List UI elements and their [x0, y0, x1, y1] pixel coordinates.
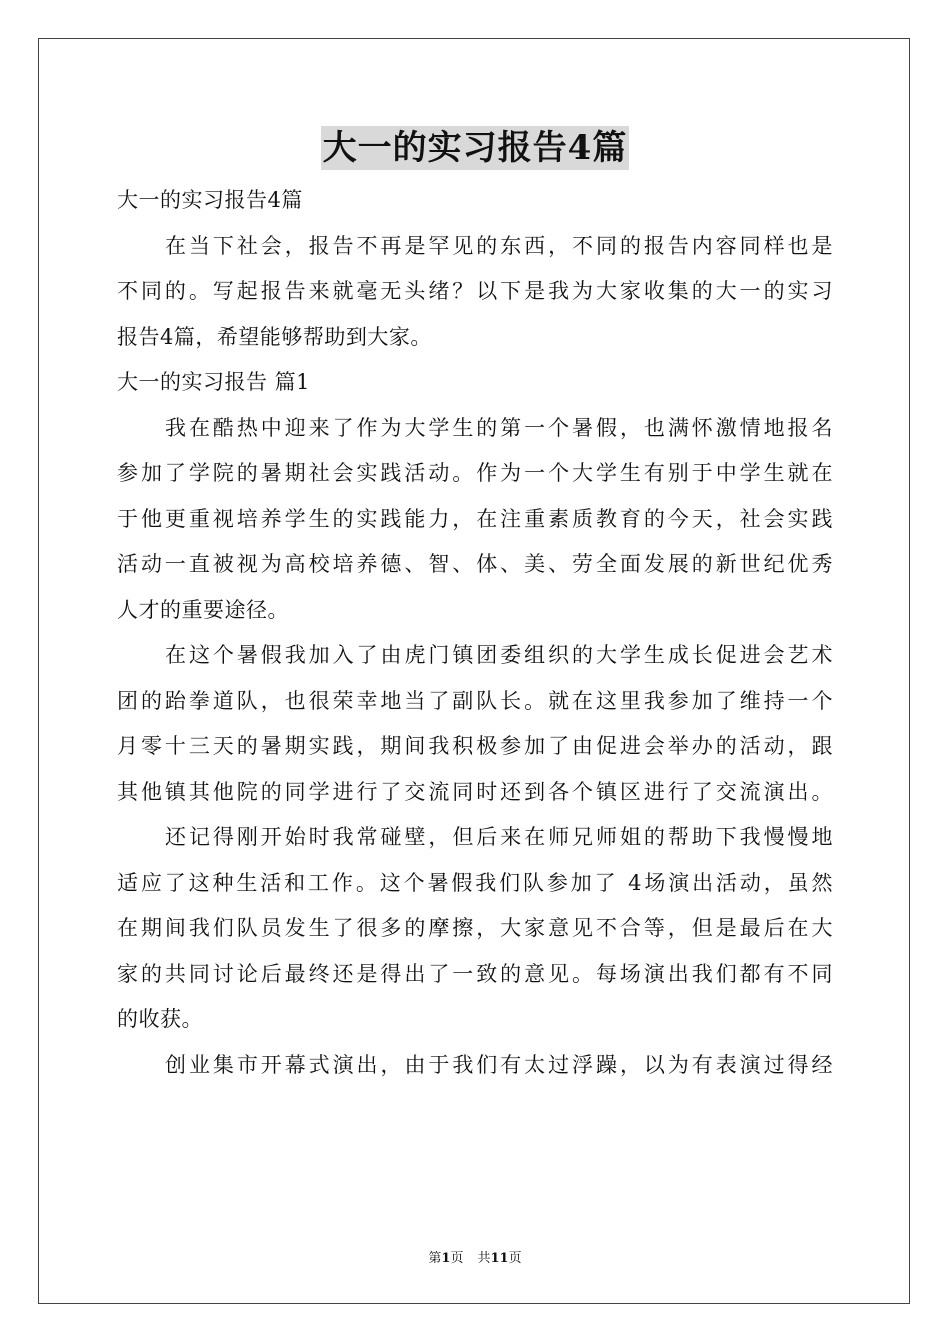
- text-line: 活动一直被视为高校培养德、智、体、美、劳全面发展的新世纪优秀: [117, 552, 833, 576]
- text-line: 在这个暑假我加入了由虎门镇团委组织的大学生成长促进会艺术: [165, 643, 833, 667]
- text-line: 月零十三天的暑期实践，期间我积极参加了由促进会举办的活动，跟: [117, 734, 833, 758]
- page-current: 1: [441, 1251, 451, 1266]
- document-body: [117, 178, 833, 1088]
- text-line: 不同的。写起报告来就毫无头绪？以下是我为大家收集的大一的实习: [117, 279, 833, 303]
- text-line: 其他镇其他院的同学进行了交流同时还到各个镇区进行了交流演出。: [117, 779, 833, 804]
- text-line: 在期间我们队员发生了很多的摩擦，大家意见不合等，但是最后在大: [117, 916, 833, 940]
- text-line: 大一的实习报告 篇1: [117, 370, 311, 394]
- total-unit: 页: [508, 1251, 522, 1266]
- text-line: 大一的实习报告4篇: [117, 188, 303, 212]
- total-pages: 11: [490, 1251, 509, 1266]
- text-line: 报告4篇，希望能够帮助到大家。: [117, 324, 432, 349]
- text-line: 还记得刚开始时我常碰壁，但后来在师兄师姐的帮助下我慢慢地: [165, 825, 833, 849]
- text-line: 人才的重要途径。: [117, 597, 289, 622]
- total-prefix: 共: [477, 1251, 491, 1266]
- text-line: 家的共同讨论后最终还是得出了一致的意见。每场演出我们都有不同: [117, 961, 833, 986]
- page-footer: [0, 1247, 950, 1266]
- page-unit: 页: [450, 1251, 464, 1266]
- text-line: 于他更重视培养学生的实践能力，在注重素质教育的今天，社会实践: [117, 506, 833, 531]
- text-line: 团的跆拳道队，也很荣幸地当了副队长。就在这里我参加了维持一个: [117, 688, 833, 713]
- text-line: 的收获。: [117, 1007, 203, 1031]
- title-container: [0, 126, 950, 170]
- document-title: 大一的实习报告4篇: [322, 128, 628, 168]
- text-line: 我在酷热中迎来了作为大学生的第一个暑假，也满怀激情地报名: [165, 415, 833, 440]
- text-line: 参加了学院的暑期社会实践活动。作为一个大学生有别于中学生就在: [117, 461, 833, 485]
- text-line: 创业集市开幕式演出，由于我们有太过浮躁，以为有表演过得经: [165, 1052, 833, 1077]
- text-line: 在当下社会，报告不再是罕见的东西，不同的报告内容同样也是: [165, 233, 833, 258]
- text-line: 适应了这种生活和工作。这个暑假我们队参加了 4场演出活动，虽然: [117, 870, 833, 895]
- page-prefix: 第: [428, 1251, 442, 1266]
